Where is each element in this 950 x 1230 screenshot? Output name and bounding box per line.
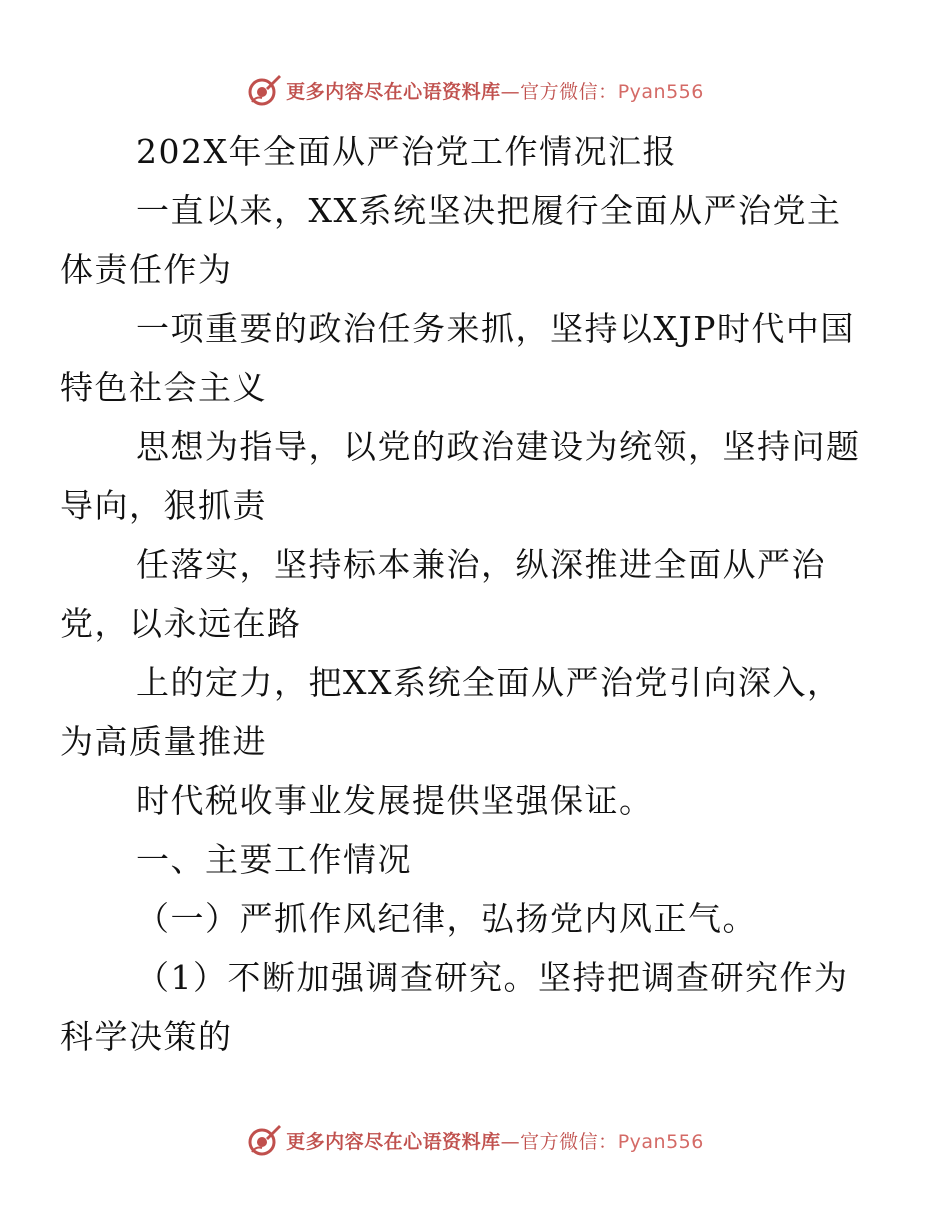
banner-dash: — [500, 80, 521, 103]
paragraph-line: （一）严抓作风纪律，弘扬党内风正气。 [136, 899, 757, 938]
paragraph-line: 特色社会主义 [60, 368, 267, 407]
banner-wechat-label: 官方微信： [520, 1130, 618, 1153]
paragraph [60, 653, 868, 771]
paragraph [60, 299, 868, 417]
paragraph [60, 535, 868, 653]
paragraph-line: 为高质量推进 [60, 722, 267, 761]
banner-brand-text: 更多内容尽在心语资料库 [286, 80, 501, 103]
paragraph-line: 科学决策的 [60, 1017, 233, 1056]
header-banner [0, 70, 950, 110]
paragraph [98, 122, 868, 181]
banner-account: Pyan556 [617, 80, 704, 103]
banner-wechat-label: 官方微信： [520, 80, 618, 103]
paragraph-line: 时代税收事业发展提供坚强保证。 [136, 781, 654, 820]
footer-banner [0, 1120, 950, 1160]
paragraph-line: 党，以永远在路 [60, 604, 302, 643]
paragraph-line: （1）不断加强调查研究。坚持把调查研究作为 [136, 958, 849, 997]
banner-text [286, 77, 704, 104]
paragraph [60, 417, 868, 535]
pen-globe-logo-icon [246, 72, 282, 108]
pen-globe-logo-icon [246, 1122, 282, 1158]
paragraph [60, 181, 868, 299]
paragraph-line: 任落实，坚持标本兼治，纵深推进全面从严治 [136, 545, 826, 584]
paragraph-line: 上的定力，把XX系统全面从严治党引向深入， [136, 663, 842, 702]
paragraph [60, 948, 868, 1066]
banner-dash: — [500, 1130, 521, 1153]
banner-brand-text: 更多内容尽在心语资料库 [286, 1130, 501, 1153]
paragraph [98, 771, 868, 830]
paragraph-line: 一、主要工作情况 [136, 840, 412, 879]
paragraph [98, 889, 868, 948]
banner-text [286, 1127, 704, 1154]
paragraph-line: 导向，狠抓责 [60, 486, 267, 525]
banner-account: Pyan556 [617, 1130, 704, 1153]
paragraph [98, 830, 868, 889]
paragraph-line: 体责任作为 [60, 250, 233, 289]
paragraph-line: 一项重要的政治任务来抓，坚持以XJP时代中国 [136, 309, 855, 348]
document-body [60, 122, 868, 1066]
paragraph-line: 202X年全面从严治党工作情况汇报 [136, 132, 677, 171]
paragraph-line: 思想为指导，以党的政治建设为统领，坚持问题 [136, 427, 861, 466]
paragraph-line: 一直以来，XX系统坚决把履行全面从严治党主 [136, 191, 842, 230]
